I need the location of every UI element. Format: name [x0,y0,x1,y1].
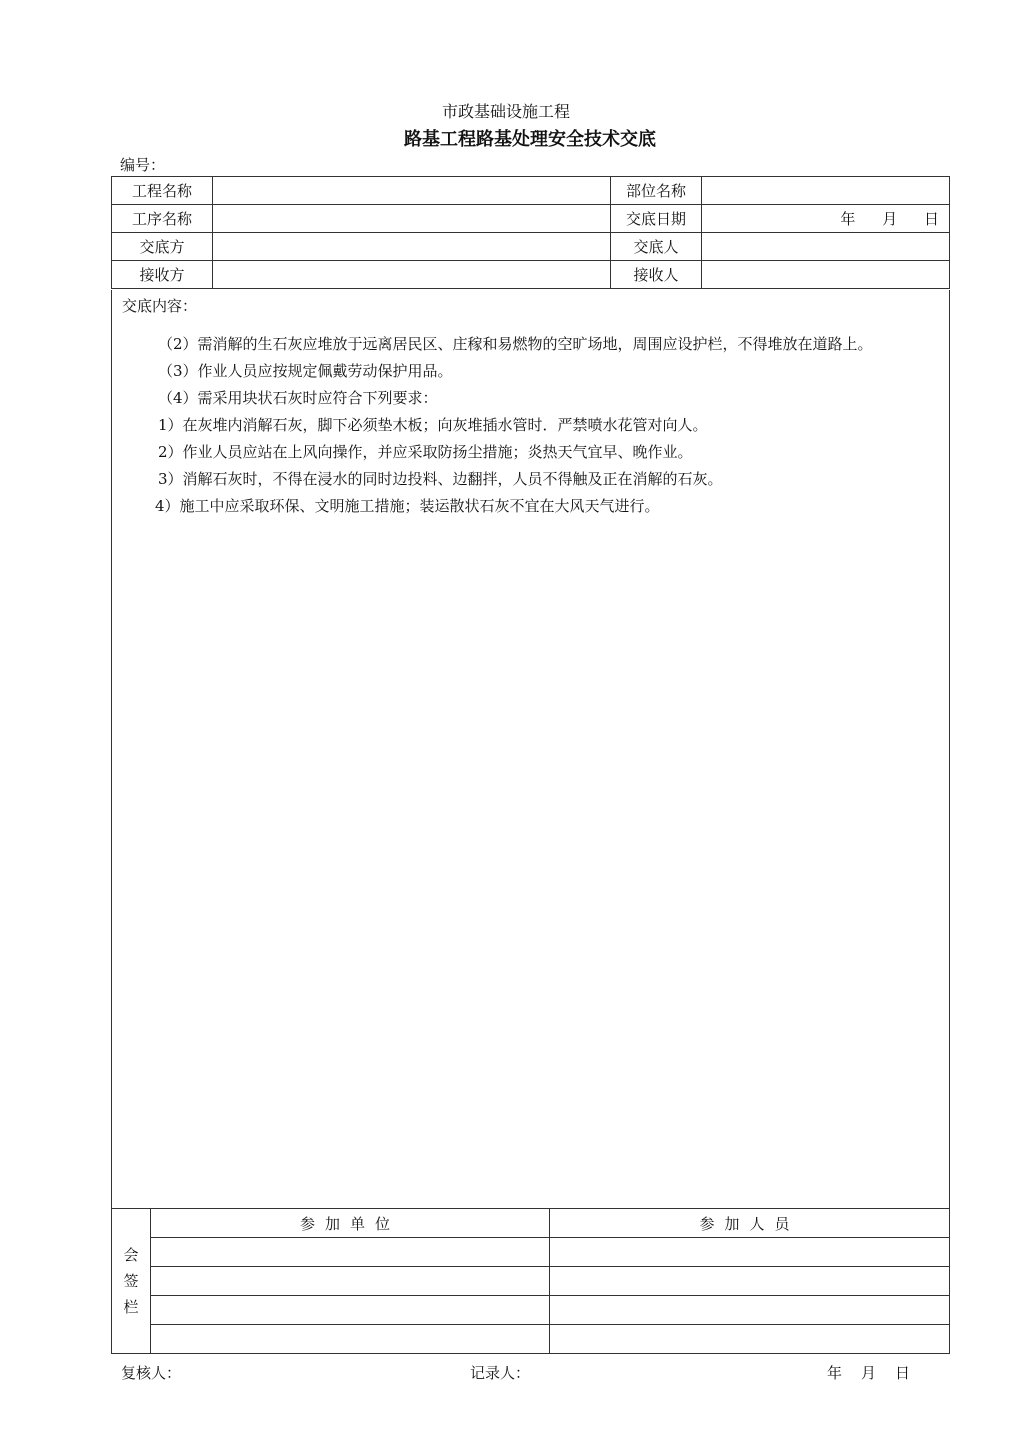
content-line: （3）作业人员应按规定佩戴劳动保护用品。 [158,362,453,380]
signoff-column-label [112,1209,151,1354]
issuer-person-field[interactable] [702,233,950,261]
issuer-party-label: 交底方 [112,233,213,261]
content-label: 交底内容： [122,297,198,315]
date-label: 交底日期 [611,205,702,233]
date-month: 月 [882,210,898,228]
receiver-person-field[interactable] [702,261,950,289]
table-row [112,1209,950,1238]
document-title: 路基工程路基处理安全技术交底 [404,129,656,150]
table-row [112,205,950,233]
receiver-party-field[interactable] [213,261,611,289]
content-line: 2）作业人员应站在上风向操作，并应采取防扬尘措施；炎热天气宜早、晚作业。 [158,443,693,461]
unit-field[interactable] [151,1325,550,1354]
table-row [112,1238,950,1267]
info-table [111,176,950,289]
date-day: 日 [923,210,939,228]
table-row [112,261,950,289]
date-year: 年 [840,210,856,228]
person-field[interactable] [550,1238,950,1267]
unit-field[interactable] [151,1238,550,1267]
table-row [112,1296,950,1325]
participating-person-header: 参加人员 [550,1209,950,1238]
person-field[interactable] [550,1325,950,1354]
content-line: （4）需采用块状石灰时应符合下列要求： [158,389,438,407]
reviewer-label: 复核人： [121,1364,182,1382]
unit-field[interactable] [151,1267,550,1296]
part-name-label: 部位名称 [611,177,702,205]
issuer-party-field[interactable] [213,233,611,261]
part-name-field[interactable] [702,177,950,205]
signoff-label-char: 签 [123,1272,139,1290]
table-row [112,177,950,205]
person-field[interactable] [550,1296,950,1325]
serial-number-label: 编号： [120,156,166,174]
signoff-table [111,1208,950,1354]
table-row [112,233,950,261]
recorder-label: 记录人： [470,1364,531,1382]
document-subtitle: 市政基础设施工程 [441,102,570,121]
footer-month: 月 [861,1364,877,1382]
content-line: （2）需消解的生石灰应堆放于远离居民区、庄稼和易燃物的空旷场地，周围应设护栏，不得堆放在道路上。 [158,335,873,353]
signoff-label-char: 会 [123,1246,139,1264]
participating-unit-header: 参加单位 [151,1209,550,1238]
content-line: 1）在灰堆内消解石灰，脚下必须垫木板；向灰堆插水管时．严禁喷水花管对向人。 [158,416,708,434]
process-name-label: 工序名称 [112,205,213,233]
receiver-person-label: 接收人 [611,261,702,289]
person-field[interactable] [550,1267,950,1296]
content-line: 3）消解石灰时，不得在浸水的同时边投料、边翻拌，人员不得触及正在消解的石灰。 [158,470,723,488]
project-name-label: 工程名称 [112,177,213,205]
content-line: 4）施工中应采取环保、文明施工措施；装运散状石灰不宜在大风天气进行。 [155,497,660,515]
content-area [111,290,950,1208]
process-name-field[interactable] [213,205,611,233]
unit-field[interactable] [151,1296,550,1325]
date-field[interactable] [702,205,950,233]
project-name-field[interactable] [213,177,611,205]
footer-year: 年 [827,1364,843,1382]
footer-day: 日 [895,1364,911,1382]
table-row [112,1267,950,1296]
signoff-label-char: 栏 [123,1298,139,1316]
table-row [112,1325,950,1354]
issuer-person-label: 交底人 [611,233,702,261]
receiver-party-label: 接收方 [112,261,213,289]
